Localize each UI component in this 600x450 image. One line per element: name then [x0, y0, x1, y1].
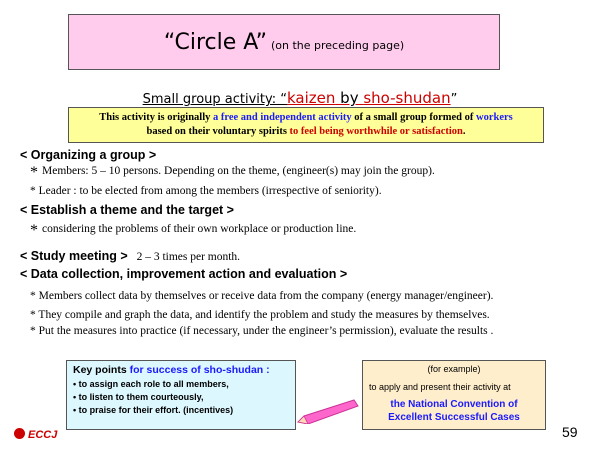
- heading-theme: < Establish a theme and the target >: [20, 203, 234, 217]
- intro-t2: a free and independent activity: [213, 112, 352, 123]
- title-main: “Circle A”: [163, 30, 267, 55]
- intro-t4: workers: [476, 112, 513, 123]
- data-line-3: * Put the measures into practice (if necessary, under the engineer’s permission), evaluate the results .: [30, 325, 494, 337]
- key-points-title-a: Key points: [73, 364, 127, 376]
- page-number: 59: [562, 424, 578, 440]
- example-body: to apply and present their activity at: [369, 382, 511, 392]
- intro-t1: This activity is originally: [99, 112, 214, 123]
- example-emph-1: the National Convention of: [390, 399, 518, 410]
- heading-data: < Data collection, improvement action and evaluation >: [20, 267, 348, 281]
- eccj-logo: [14, 428, 57, 441]
- intro-t5: based on their voluntary spirits: [146, 126, 290, 137]
- meeting-value: 2 – 3 times per month.: [136, 251, 241, 263]
- meeting-line: [20, 247, 240, 265]
- intro-t7: .: [462, 126, 466, 137]
- asterisk-star-icon: *: [30, 222, 38, 239]
- theme-text: considering the problems of their own workplace or production line.: [42, 223, 357, 235]
- title-box: [68, 14, 500, 70]
- example-emphasis: [369, 398, 539, 424]
- example-box: [362, 360, 546, 430]
- leader-line: * Leader : to be elected from among the members (irrespective of seniority).: [30, 185, 382, 197]
- example-emph-2: Excellent Successful Cases: [388, 412, 520, 423]
- key-points-title-b: for success of sho-shudan :: [126, 364, 270, 376]
- logo-mark-icon: [14, 428, 25, 439]
- key-point-item: • to praise for their effort. (incentives): [73, 405, 234, 415]
- subtitle-prefix: Small group activity: “: [142, 92, 287, 107]
- data-line-1: * Members collect data by themselves or receive data from the company (energy manager/engineer).: [30, 290, 494, 302]
- members-text: Members: 5 – 10 persons. Depending on the theme, (engineer(s) may join the group).: [42, 165, 435, 177]
- subtitle: [0, 88, 600, 107]
- key-points-title: [73, 364, 289, 376]
- key-point-item: • to assign each role to all members,: [73, 379, 229, 389]
- theme-line: [30, 222, 356, 240]
- logo-text: ECCJ: [28, 429, 58, 441]
- subtitle-word1: kaizen: [287, 89, 336, 107]
- members-line: [30, 164, 435, 182]
- data-line-2: * They compile and graph the data, and identify the problem and study the measures by themselves.: [30, 309, 490, 321]
- example-head: (for example): [427, 364, 481, 374]
- heading-organizing: < Organizing a group >: [20, 148, 157, 162]
- subtitle-word2: sho-shudan: [363, 89, 451, 107]
- intro-t3: of a small group formed of: [351, 112, 476, 123]
- subtitle-suffix: ”: [450, 92, 458, 107]
- subtitle-by: by: [335, 89, 364, 107]
- title-sub: (on the preceding page): [270, 39, 405, 52]
- asterisk-star-icon: *: [30, 164, 38, 181]
- subtitle-accent: [287, 89, 451, 107]
- intro-t6: to feel being worthwhile or satisfaction: [289, 126, 463, 137]
- key-points-box: [66, 360, 296, 430]
- key-point-item: • to listen to them courteously,: [73, 392, 204, 402]
- pencil-icon: [296, 398, 360, 424]
- heading-meeting: < Study meeting >: [20, 249, 128, 263]
- intro-box: [68, 107, 544, 143]
